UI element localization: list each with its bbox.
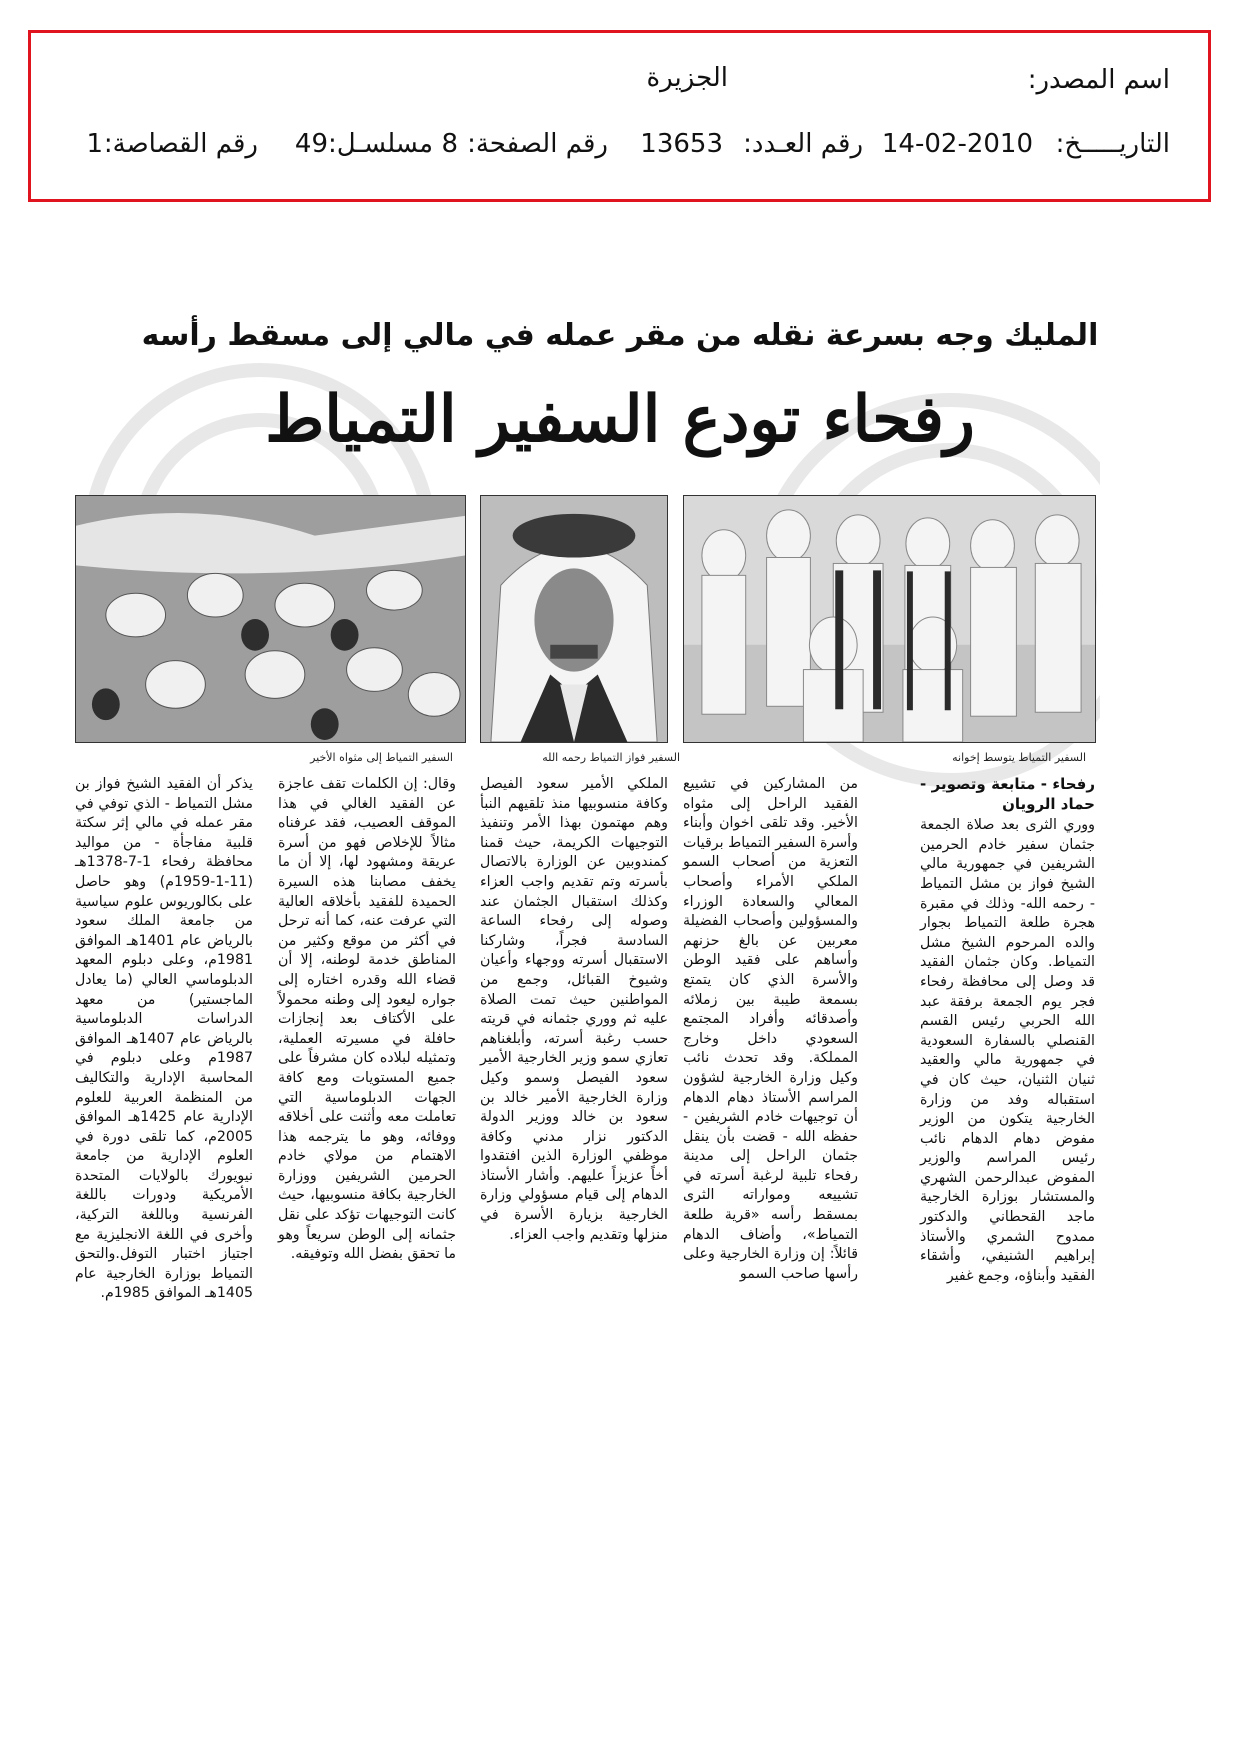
byline: رفحاء - متابعة وتصوير - حماد الرويان	[920, 775, 1095, 813]
article-kicker: المليك وجه بسرعة نقله من مقر عمله في مالي إلى مسقط رأسه	[141, 318, 1099, 353]
issue-label: رقم العـدد:	[743, 129, 863, 159]
serial-label: مسلسـل:	[328, 129, 433, 159]
metadata-box	[28, 30, 1211, 202]
details-row	[31, 123, 1208, 167]
portrait-photo	[480, 495, 668, 743]
column-5-text: يذكر أن الفقيد الشيخ فواز بن مشل التمياط - الذي توفي في مقر عمله في مالي إثر سكتة قلبية مفاجأة - من مواليد محافظة رفحاء 1-7-1378هـ (11-1-1959م) وهو حاصل على بكالوريوس علوم سياسية من جامعة الملك سعود بالرياض عام 1401هـ الموافق 1981م، وعلى دبلوم المعهد الدبلوماسي العالي (ما يعادل الماجستير) من معهد الدراسات الدبلوماسية بالرياض عام 1407هـ الموافق 1987م وعلى دبلوم في المحاسبة الإدارية والتكاليف من المنظمة العربية للعلوم الإدارية عام 1425هـ الموافق 2005م، كما تلقى دورة في العلوم الإدارية من جامعة نيويورك بالولايات المتحدة الأمريكية ودورات باللغة الفرنسية وباللغة التركية، وأخرى في اللغة الانجليزية مع اجتياز اختبار التوفل.والتحق التمياط بوزارة الخارجية عام 1405هـ الموافق 1985م.	[75, 776, 253, 1302]
date-value: 14-02-2010	[881, 129, 1033, 159]
clip-value: 1	[86, 129, 103, 159]
column-3-text: الملكي الأمير سعود الفيصل وكافة منسوبيها منذ تلقيهم النبأ وهم مهتمون بهذا الأمر وتنفيذ التوجيهات الكريمة، حيث قمنا كمندوبين عن الوزارة بالاتصال بأسرته وتم تقديم واجب العزاء وكذلك استقبال الجثمان عند وصوله إلى رفحاء الساعة السادسة فجراً، وشاركنا الاستقبال أسرته ووجهاء وأعيان وشيوخ القبائل، وجمع من المواطنين حيث تمت الصلاة عليه ثم ووري جثمانه في قريته حسب رغبة أسرته، وأبلغناهم تعازي سمو وزير الخارجية الأمير سعود الفيصل وسمو وكيل وزارة الخارجية الأمير خالد بن سعود بن خالد ووزير الدولة الدكتور نزار مدني وكافة موظفي الوزارة الذين افتقدوا أخاً عزيزاً عليهم. وأشار الأستاذ الدهام إلى قيام مسؤولي وزارة الخارجية بزيارة الأسرة في منزلها وتقديم واجب العزاء.	[480, 776, 668, 1243]
article-column-2	[683, 775, 858, 1284]
article-column-4	[278, 775, 456, 1265]
source-name: الجزيرة	[646, 63, 728, 93]
article-column-1	[920, 775, 1095, 1286]
source-row	[31, 59, 1208, 99]
group-photo	[683, 495, 1096, 743]
article-column-3	[480, 775, 668, 1245]
photo-caption-2: السفير فواز التمياط رحمه الله	[542, 751, 680, 764]
date-label: التاريـــــخ:	[1055, 129, 1170, 159]
photo-caption-3: السفير التمياط إلى مثواه الأخير	[310, 751, 453, 764]
column-1-text: ووري الثرى بعد صلاة الجمعة جثمان سفير خادم الحرمين الشريفين في جمهورية مالي الشيخ فواز بن مشل التمياط - رحمه الله- وذلك في مقبرة هجرة طلعة التمياط بجوار والده المرحوم الشيخ مشل التمياط. وكان جثمان الفقيد قد وصل إلى محافظة رفحاء فجر يوم الجمعة برفقة عبد الله الحربي رئيس القسم القنصلي بالسفارة السعودية في جمهورية مالي والعقيد ثنيان الثنيان، حيث كان في استقباله وفد من وزارة الخارجية يتكون من الوزير مفوض دهام الدهام نائب رئيس المراسم والوزير المفوض عبدالرحمن الشهري والمستشار بوزارة الخارجية ماجد القحطاني والدكتور ممدوح الشمري والأستاذ إبراهيم الشنيفي، وأشقاء الفقيد وأبناؤه، وجمع غفير	[920, 817, 1095, 1284]
burial-photo	[75, 495, 466, 743]
clip-label: رقم القصاصة:	[103, 129, 258, 159]
issue-value: 13653	[640, 129, 723, 159]
photo-caption-1: السفير التمياط يتوسط إخوانه	[952, 751, 1086, 764]
source-label: اسم المصدر:	[1027, 65, 1170, 95]
page-value: 8	[441, 129, 458, 159]
article-headline: رفحاء تودع السفير التمياط	[265, 382, 975, 457]
page-label: رقم الصفحة:	[467, 129, 608, 159]
serial-value: 49	[294, 129, 328, 159]
column-4-text: وقال: إن الكلمات تقف عاجزة عن الفقيد الغالي في هذا الموقف العصيب، فقد عرفناه مثالاً للإخلاص فهو من أسرة عريقة ومشهود لها، إلا أن ما يخفف مصابنا هذه السيرة الحميدة للفقيد بأخلاقه العالية التي عرفت عنه، كما أنه ترحل في أكثر من موقع وكثير من المناطق خدمة لوطنه، إلا أن قضاء الله وقدره اختاره إلى جواره ليعود إلى وطنه محمولاً على الأكتاف بعد إنجازات حافلة في مسيرته العملية، وتمثيله لبلاده كان مشرفاً على جميع المستويات ومع كافة الجهات الدبلوماسية التي تعاملت معه وأثنت على أخلاقه ووفائه، وهو ما يترجمه هذا الاهتمام من مولاي خادم الحرمين الشريفين ووزارة الخارجية بكافة منسوبيها، حيث كانت التوجيهات تؤكد على نقل جثمانه إلى الوطن سريعاً وهو ما تحقق بفضل الله وتوفيقه.	[278, 776, 456, 1263]
article-column-5	[75, 775, 253, 1304]
column-2-text: من المشاركين في تشييع الفقيد الراحل إلى مثواه الأخير. وقد تلقى اخوان وأبناء وأسرة السفير التمياط برقيات التعزية من أصحاب السمو الملكي الأمراء وأصحاب المعالي والسعادة الوزراء والمسؤولين وأصحاب الفضيلة معربين عن بالغ حزنهم وأساهم على فقيد الوطن والأسرة الذي كان يتمتع بسمعة طيبة بين زملائه وأصدقائه وأفراد المجتمع السعودي داخل وخارج المملكة. وقد تحدث نائب وكيل وزارة الخارجية لشؤون المراسم الأستاذ دهام الدهام أن توجيهات خادم الشريفين - حفظه الله - قضت بأن ينقل جثمان الراحل إلى مدينة رفحاء تلبية لرغبة أسرته في تشييعه ومواراته الثرى بمسقط رأسه «قرية طلعة التمياط»، وأضاف الدهام قائلاً: إن وزارة الخارجية وعلى رأسها صاحب السمو	[683, 776, 858, 1282]
